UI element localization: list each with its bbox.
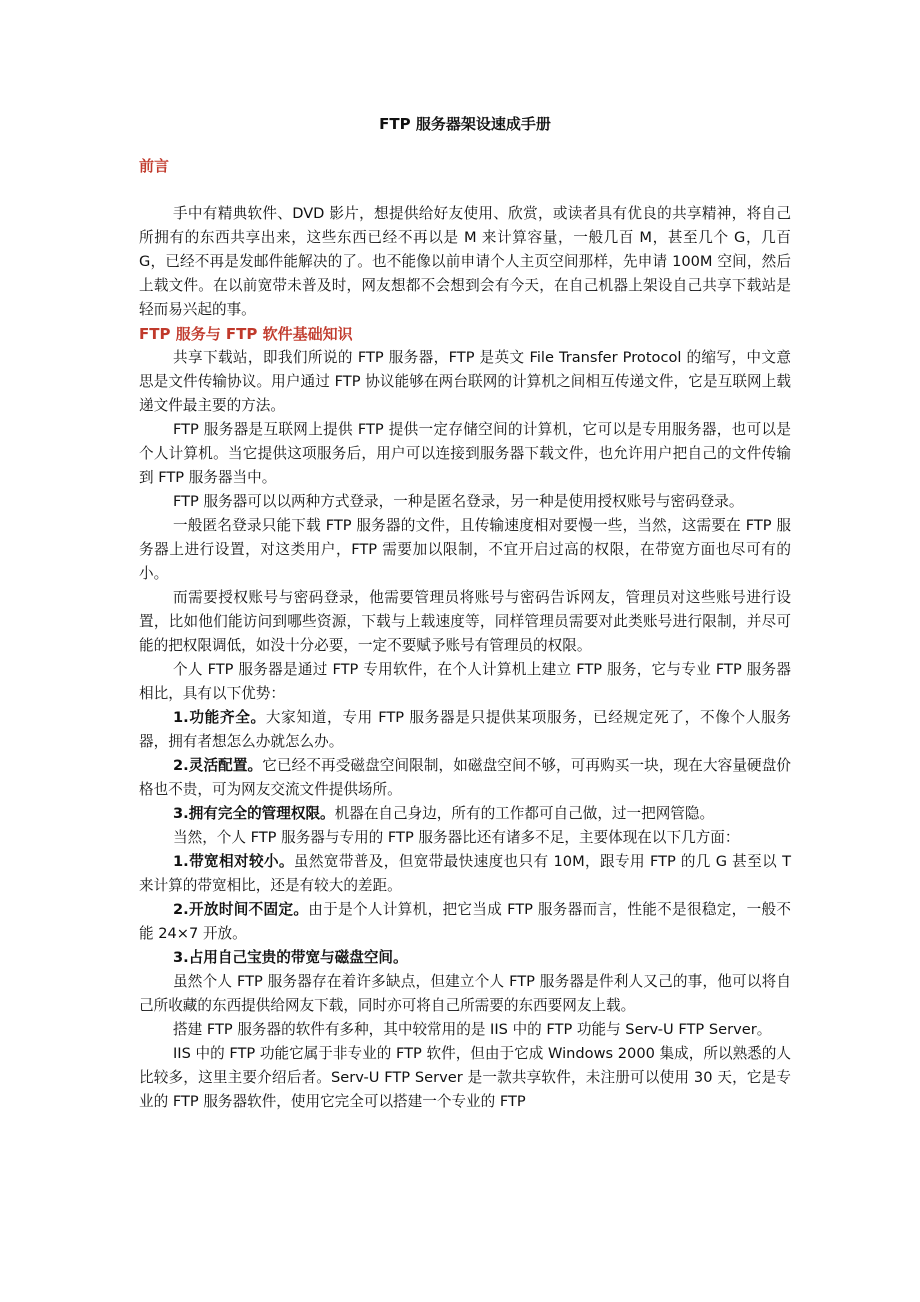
paragraph-9: 搭建 FTP 服务器的软件有多种，其中较常用的是 IIS 中的 FTP 功能与 Serv-U FTP Server。 xyxy=(173,1021,772,1038)
advantage-2-text: 它已经不再受磁盘空间限制，如磁盘空间不够，可再购买一块，现在大容量硬盘价格也不贵，可为网友交流文件提供场所。 xyxy=(139,757,791,798)
paragraph-2: FTP 服务器是互联网上提供 FTP 提供一定存储空间的计算机，它可以是专用服务器，也可以是个人计算机。当它提供这项服务后，用户可以连接到服务器下载文件，也允许用户把自己的文件传输到 FTP 服务器当中。 xyxy=(139,421,791,486)
advantage-1-title: 1.功能齐全。 xyxy=(173,709,266,726)
paragraph-4: 一般匿名登录只能下载 FTP 服务器的文件，且传输速度相对要慢一些，当然，这需要在 FTP 服务器上进行设置，对这类用户，FTP 需要加以限制，不宜开启过高的权限，在带宽方面也尽可有的小。 xyxy=(139,517,791,582)
document-page xyxy=(139,112,791,1114)
disadvantage-2-title: 2.开放时间不固定。 xyxy=(173,901,309,918)
disadvantage-2 xyxy=(139,898,791,946)
paragraph-6: 个人 FTP 服务器是通过 FTP 专用软件，在个人计算机上建立 FTP 服务，它与专业 FTP 服务器相比，具有以下优势： xyxy=(139,661,791,702)
paragraph-3: FTP 服务器可以以两种方式登录，一种是匿名登录，另一种是使用授权账号与密码登录。 xyxy=(173,493,744,510)
paragraph-1: 共享下载站，即我们所说的 FTP 服务器，FTP 是英文 File Transfer Protocol 的缩写，中文意思是文件传输协议。用户通过 FTP 协议能够在两台联网的计算机之间相互传递文件，它是互联网上载递文件最主要的方法。 xyxy=(139,349,791,414)
advantage-3-title: 3.拥有完全的管理权限。 xyxy=(173,805,335,822)
disadvantage-1-title: 1.带宽相对较小。 xyxy=(173,853,294,870)
paragraph-5: 而需要授权账号与密码登录，他需要管理员将账号与密码告诉网友，管理员对这些账号进行设置，比如他们能访问到哪些资源，下载与上载速度等，同样管理员需要对此类账号进行限制，并尽可能的把权限调低，如没十分必要，一定不要赋予账号有管理员的权限。 xyxy=(139,589,791,654)
preface-heading: 前言 xyxy=(139,157,170,175)
paragraph-8: 虽然个人 FTP 服务器存在着许多缺点，但建立个人 FTP 服务器是件利人又己的事，他可以将自己所收藏的东西提供给网友下载，同时亦可将自己所需要的东西要网友上载。 xyxy=(139,973,791,1014)
advantage-2-title: 2.灵活配置。 xyxy=(173,757,263,774)
advantage-2 xyxy=(139,754,791,802)
disadvantage-3-title: 3.占用自己宝贵的带宽与磁盘空间。 xyxy=(173,949,408,966)
advantage-3-text: 机器在自己身边，所有的工作都可自己做，过一把网管隐。 xyxy=(334,805,715,822)
advantage-3 xyxy=(139,802,791,826)
disadvantage-1 xyxy=(139,850,791,898)
advantage-1-text: 大家知道，专用 FTP 服务器是只提供某项服务，已经规定死了，不像个人服务器，拥有者想怎么办就怎么办。 xyxy=(139,709,791,750)
paragraph-7: 当然，个人 FTP 服务器与专用的 FTP 服务器比还有诸多不足，主要体现在以下几方面： xyxy=(173,829,740,846)
document-title: FTP 服务器架设速成手册 xyxy=(379,115,551,133)
disadvantage-2-text: 由于是个人计算机，把它当成 FTP 服务器而言，性能不是很稳定，一般不能 24×7 开放。 xyxy=(139,901,792,942)
preface-paragraph: 手中有精典软件、DVD 影片，想提供给好友使用、欣赏，或读者具有优良的共享精神，将自己所拥有的东西共享出来，这些东西已经不再以是 M 来计算容量，一般几百 M，甚至几个 G，几百 G，已经不再是发邮件能解决的了。也不能像以前申请个人主页空间那样，先申请 100M 空间，然后上载文件。在以前宽带未普及时，网友想都不会想到会有今天，在自己机器上架设自己共享下载站是轻而易兴起的事。 xyxy=(139,205,791,318)
paragraph-10: IIS 中的 FTP 功能它属于非专业的 FTP 软件，但由于它成 Windows 2000 集成，所以熟悉的人比较多，这里主要介绍后者。Serv-U FTP Server 是一款共享软件，未注册可以使用 30 天，它是专业的 FTP 服务器软件，使用它完全可以搭建一个专业的 FTP xyxy=(139,1045,791,1110)
advantage-1 xyxy=(139,706,791,754)
section-heading: FTP 服务与 FTP 软件基础知识 xyxy=(139,325,353,343)
disadvantage-1-text: 虽然宽带普及，但宽带最快速度也只有 10M，跟专用 FTP 的几 G 甚至以 T 来计算的带宽相比，还是有较大的差距。 xyxy=(139,853,791,894)
disadvantage-3 xyxy=(139,946,791,970)
